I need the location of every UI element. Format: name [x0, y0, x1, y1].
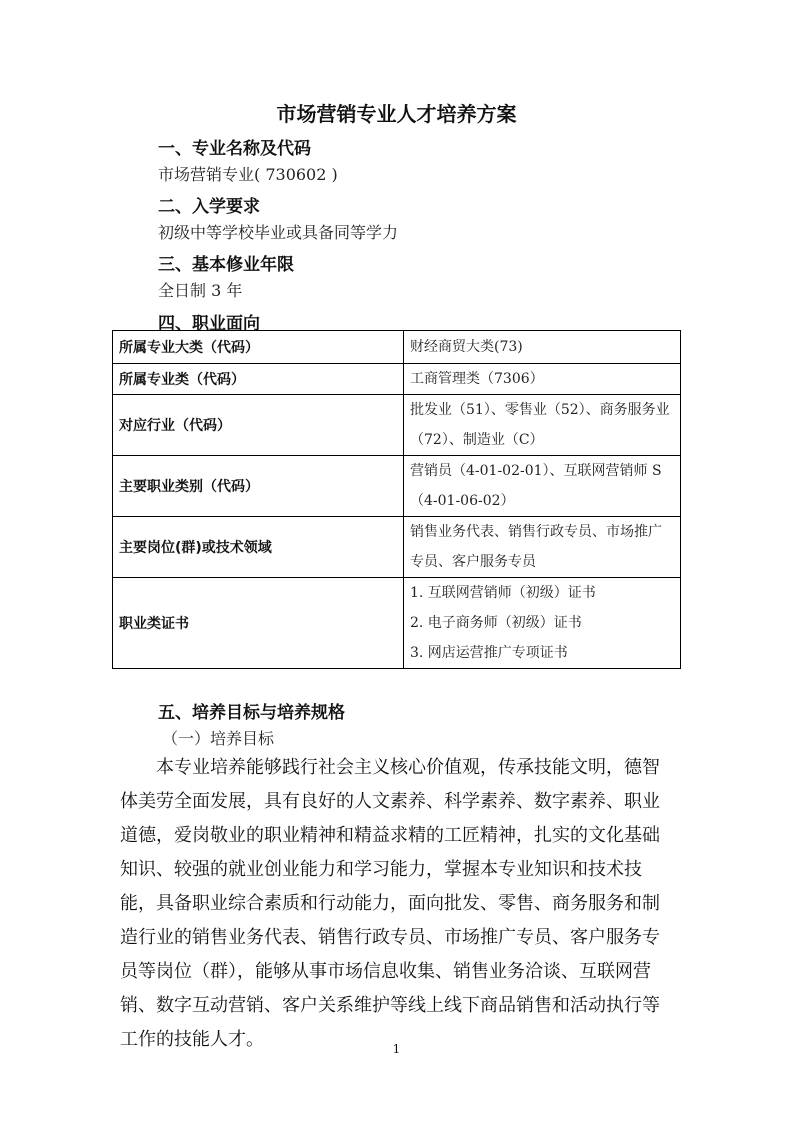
- section-heading-admission: 二、入学要求: [158, 197, 260, 217]
- career-table: [112, 330, 681, 669]
- document-title: 市场营销专业人才培养方案: [276, 102, 517, 126]
- objective-paragraph: 本专业培养能够践行社会主义核心价值观，传承技能文明，德智体美劳全面发展，具有良好的人文素养、科学素养、数字素养、职业道德，爱岗敬业的职业精神和精益求精的工匠精神，扎实的文化基础知识、较强的就业创业能力和学习能力，掌握本专业知识和技术技能，具备职业综合素质和行动能力，面向批发、零售、商务服务和制造行业的销售业务代表、销售行政专员、市场推广专员、客户服务专员等岗位（群），能够从事市场信息收集、销售业务洽谈、互联网营销、数字互动营销、客户关系维护等线上线下商品销售和活动执行等工作的技能人才。: [120, 757, 660, 1050]
- admission-text: 初级中等学校毕业或具备同等学力: [158, 223, 399, 242]
- section-heading-major-name: 一、专业名称及代码: [158, 139, 311, 159]
- certificate-item: 2. 电子商务师（初级）证书: [410, 615, 582, 631]
- table-row: [113, 331, 681, 364]
- section-heading-objectives: 五、培养目标与培养规格: [158, 703, 345, 723]
- table-key: 对应行业（代码）: [113, 395, 404, 456]
- table-row: [113, 364, 681, 395]
- table-row: [113, 578, 681, 669]
- subsection-heading: （一）培养目标: [162, 729, 275, 748]
- certificate-item: 3. 网店运营推广专项证书: [410, 645, 568, 661]
- table-value-certificates: [404, 578, 681, 669]
- table-value: 批发业（51）、零售业（52）、商务服务业（72）、制造业（C）: [404, 395, 681, 456]
- section-heading-duration: 三、基本修业年限: [158, 255, 294, 275]
- table-row: [113, 517, 681, 578]
- table-key: 职业类证书: [113, 578, 404, 669]
- table-key: 所属专业大类（代码）: [113, 331, 404, 364]
- table-key: 主要职业类别（代码）: [113, 456, 404, 517]
- certificate-item: 1. 互联网营销师（初级）证书: [410, 585, 596, 601]
- table-row: [113, 395, 681, 456]
- table-value: 财经商贸大类(73): [404, 331, 681, 364]
- table-row: [113, 456, 681, 517]
- page-number: 1: [392, 1042, 401, 1056]
- table-key: 所属专业类（代码）: [113, 364, 404, 395]
- duration-text: 全日制 3 年: [158, 281, 243, 300]
- table-value: 销售业务代表、销售行政专员、市场推广专员、客户服务专员: [404, 517, 681, 578]
- table-key: 主要岗位(群)或技术领域: [113, 517, 404, 578]
- section-heading-career: 四、职业面向: [158, 314, 260, 334]
- table-value: 营销员（4-01-02-01）、互联网营销师 S（4-01-06-02）: [404, 456, 681, 517]
- major-name-text: 市场营销专业( 730602 ): [158, 165, 338, 184]
- table-value: 工商管理类（7306）: [404, 364, 681, 395]
